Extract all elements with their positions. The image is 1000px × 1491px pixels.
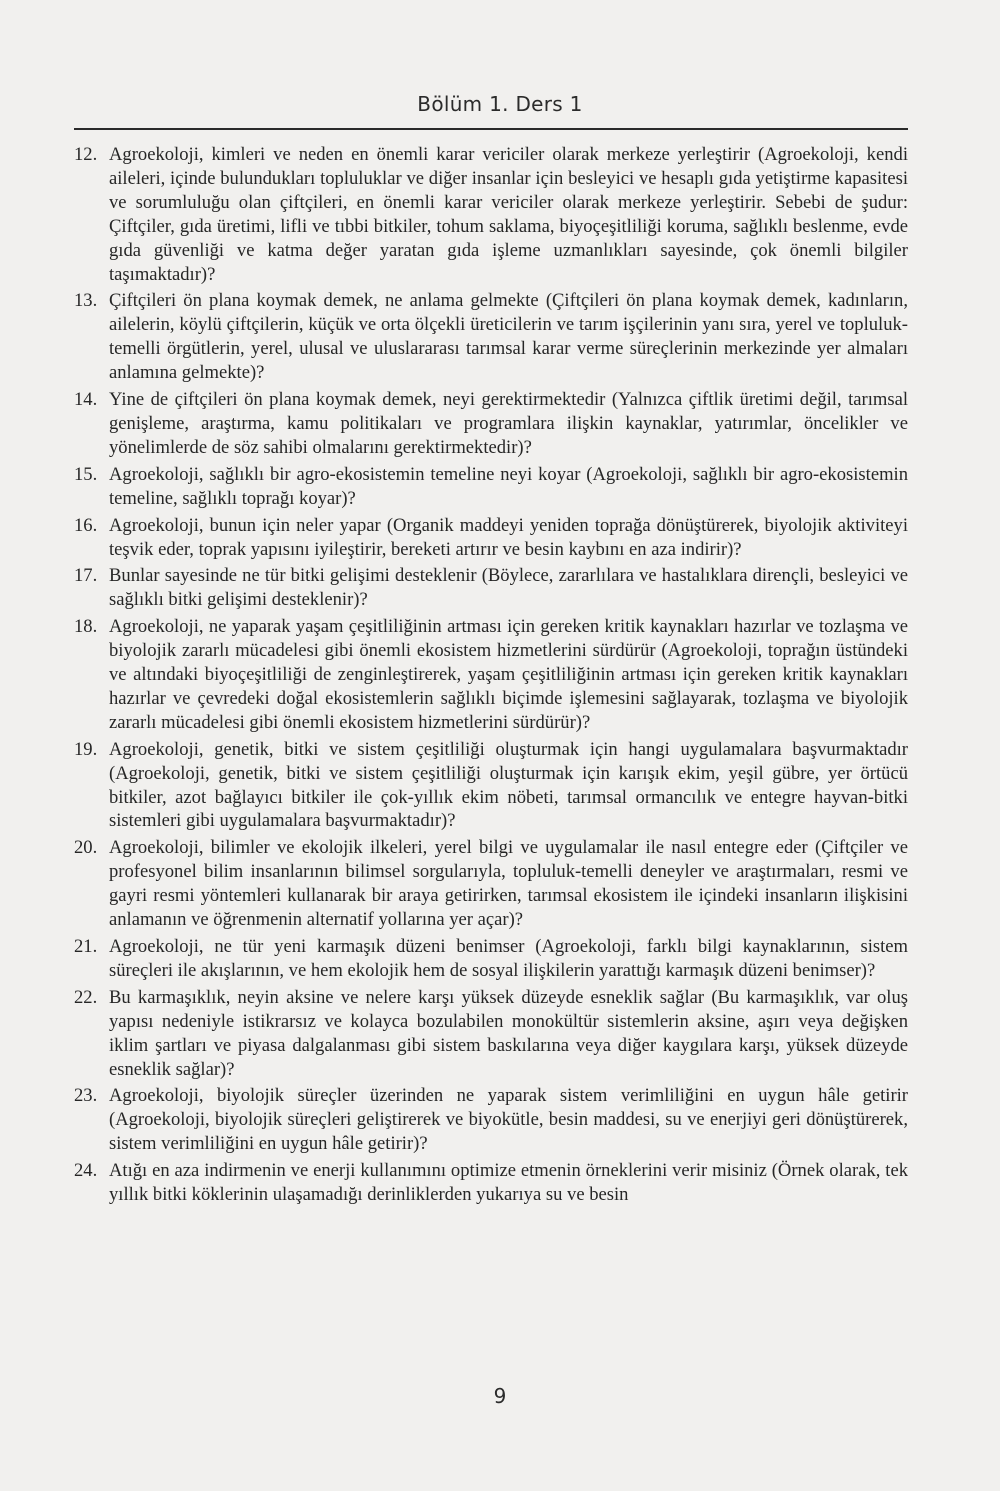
question-number: 14. [74,389,98,411]
question-item-13 [74,289,908,385]
page-number: 9 [493,1384,507,1408]
question-item-16 [74,514,908,562]
question-text: Atığı en aza indirmenin ve enerji kullanımını optimize etmenin örneklerini verir misiniz (Örnek olarak, tek yıllık bitki köklerinin ulaşamadığı derinliklerden yukarıya su ve besin [109,1160,908,1206]
question-item-14 [74,388,908,460]
question-text: Bunlar sayesinde ne tür bitki gelişimi desteklenir (Böylece, zararlılara ve hastalıklara dirençli, besleyici ve sağlıklı bitki gelişimi desteklenir)? [109,565,908,611]
question-number: 21. [74,936,98,957]
question-number: 23. [74,1085,98,1107]
question-text: Agroekoloji, sağlıklı bir agro-ekosistemin temeline neyi koyar (Agroekoloji, sağlıklı bir agro-ekosistemin temeline, sağlıklı toprağı koyar)? [109,463,908,509]
question-item-17 [74,564,908,612]
question-item-15 [74,463,908,511]
question-number: 24. [74,1160,98,1182]
question-text: Bu karmaşıklık, neyin aksine ve nelere karşı yüksek düzeyde esneklik sağlar (Bu karmaşıklık, var oluş yapısı nedeniyle istikrarsız ve kolayca bozulabilen monokültür sistemlerin aksine, aşırı veya değişken iklim şartları ve piyasa dalgalanması gibi sistem baskılarına veya diğer kaygılara karşı, yüksek düzeyde esneklik sağlar)? [109,986,908,1080]
question-item-20 [74,836,908,932]
question-number: 12. [74,144,98,165]
question-list [74,143,908,1207]
question-number: 19. [74,738,98,760]
question-text: Agroekoloji, ne tür yeni karmaşık düzeni benimser (Agroekoloji, farklı bilgi kaynaklarının, sistem süreçleri ile akışlarının, ve hem ekolojik hem de sosyal ilişkilerin yarattığı karmaşık düzeni benimser)? [109,936,908,981]
question-item-21 [74,935,908,983]
question-text: Agroekoloji, biyolojik süreçler üzerinden ne yaparak sistem verimliliğini en uygun hâle getirir (Agroekoloji, biyolojik süreçleri geliştirerek ve biyokütle, besin maddesi, su ve enerjiyi geri dönüştürerek, sistem verimliliğini en uygun hâle getirir)? [109,1085,908,1155]
question-text: Yine de çiftçileri ön plana koymak demek, neyi gerektirmektedir (Yalnızca çiftlik üretimi değil, tarımsal genişleme, araştırma, kamu politikaları ve programlara ilişkin kaynaklar, yatırımlar, öncelikler ve yönelimlerde de söz sahibi olmalarını gerektirmektedir)? [109,389,908,458]
question-text: Agroekoloji, genetik, bitki ve sistem çeşitliliği oluşturmak için hangi uygulamalara başvurmaktadır (Agroekoloji, genetik, bitki ve sistem çeşitliliği oluşturmak için karışık ekim, yeşil gübre, yer örtücü bitkiler, azot bağlayıcı bitkiler ile çok-yıllık ekim nöbeti, tarımsal ormancılık ve entegre hayvan-bitki sistemleri gibi uygulamalara başvurmaktadır)? [109,738,908,832]
question-text: Çiftçileri ön plana koymak demek, ne anlama gelmekte (Çiftçileri ön plana koymak demek, kadınların, ailelerin, köylü çiftçilerin, küçük ve orta ölçekli üreticilerin ve tarım işçilerinin yanı sıra, yerel ve topluluk-temelli örgütlerin, yerel, ulusal ve uluslararası tarımsal karar verme süreçlerinin merkezinde yer almaları anlamına gelmekte)? [109,290,908,384]
question-number: 15. [74,463,98,485]
question-text: Agroekoloji, bunun için neler yapar (Organik maddeyi yeniden toprağa dönüştürerek, biyolojik aktiviteyi teşvik eder, toprak yapısını iyileştirir, bereketi artırır ve besin kaybını en aza indirir)? [109,514,908,560]
page-header: Bölüm 1. Ders 1 [417,92,583,116]
question-number: 22. [74,986,98,1008]
question-item-22 [74,986,908,1082]
question-item-18 [74,615,908,735]
question-number: 18. [74,616,98,638]
question-item-12 [74,143,908,286]
question-number: 16. [74,514,98,536]
question-number: 20. [74,837,98,859]
question-item-24 [74,1159,908,1207]
header-rule [74,128,908,130]
question-number: 17. [74,565,98,587]
question-number: 13. [74,290,98,312]
question-text: Agroekoloji, bilimler ve ekolojik ilkeleri, yerel bilgi ve uygulamalar ile nasıl entegre eder (Çiftçiler ve profesyonel bilim insanlarının bilimsel sorgularıyla, topluluk-temelli deneyler ve araştırmaları, resmi ve gayri resmi yöntemleri kullanarak bir araya getirirken, tarımsal ekosistem ile içindeki insanların ilişkisini anlamanın ve öğrenmenin alternatif yollarına yer açar)? [109,837,908,931]
question-text: Agroekoloji, kimleri ve neden en önemli karar vericiler olarak merkeze yerleştirir (Agroekoloji, kendi aileleri, içinde bulundukları topluluklar ve diğer insanlar için besleyici ve hesaplı gıda yetiştirme kapasitesi ve sorumluluğu olan çiftçileri, en önemli karar vericiler olarak merkeze yerleştirir. Sebebi de şudur: Çiftçiler, gıda üretimi, lifli ve tıbbi bitkiler, tohum saklama, biyoçeşitliliği koruma, sağlıklı beslenme, evde gıda güvenliği ve katma değer yaratan gıda işleme uzmanlıkları sayesinde, çok önemli bilgiler taşımaktadır)? [109,144,908,285]
question-text: Agroekoloji, ne yaparak yaşam çeşitliliğinin artması için gereken kritik kaynakları hazırlar ve tozlaşma ve biyolojik zararlı mücadelesi gibi önemli ekosistem hizmetlerini sürdürür (Agroekoloji, toprağın üstündeki ve altındaki biyoçeşitliliği de zenginleştirerek, yaşam çeşitliliğinin artması için gereken kritik kaynakları hazırlar ve çevredeki doğal ekosistemlerin sağlıklı biçimde işlemesini sağlayarak, tozlaşma ve biyolojik zararlı mücadelesi gibi önemli ekosistem hizmetlerini sürdürür)? [109,616,908,733]
question-item-19 [74,738,908,834]
question-item-23 [74,1084,908,1156]
